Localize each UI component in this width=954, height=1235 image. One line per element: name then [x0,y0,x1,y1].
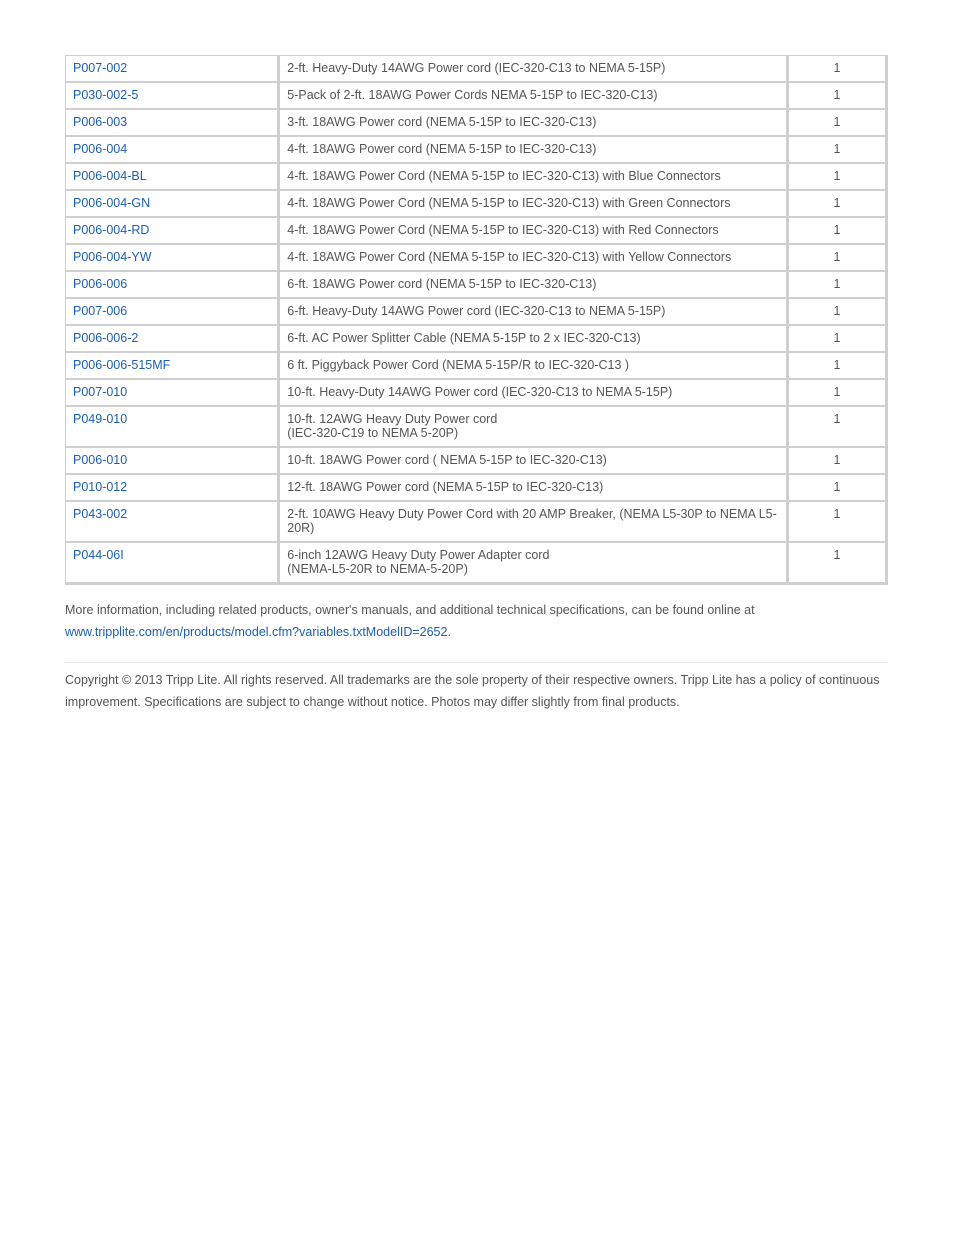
description-cell: 6-inch 12AWG Heavy Duty Power Adapter cord (NEMA-L5-20R to NEMA-5-20P) [279,542,788,584]
description-cell: 4-ft. 18AWG Power Cord (NEMA 5-15P to IEC-320-C13) with Red Connectors [279,217,788,244]
sku-cell [66,136,279,163]
sku-link[interactable]: P030-002-5 [73,88,139,102]
sku-link[interactable]: P006-004-RD [73,223,150,237]
table-row [66,136,887,163]
sku-link[interactable]: P006-006-515MF [73,358,171,372]
table-row [66,542,887,584]
description-cell: 10-ft. Heavy-Duty 14AWG Power cord (IEC-320-C13 to NEMA 5-15P) [279,379,788,406]
quantity-cell: 1 [787,56,886,83]
quantity-cell: 1 [787,298,886,325]
sku-cell [66,379,279,406]
table-row [66,82,887,109]
description-cell: 6-ft. AC Power Splitter Cable (NEMA 5-15P to 2 x IEC-320-C13) [279,325,788,352]
quantity-cell: 1 [787,217,886,244]
sku-cell [66,56,279,83]
sku-link[interactable]: P006-006-2 [73,331,139,345]
sku-link[interactable]: P006-004-YW [73,250,152,264]
description-cell: 4-ft. 18AWG Power Cord (NEMA 5-15P to IEC-320-C13) with Yellow Connectors [279,244,788,271]
sku-link[interactable]: P043-002 [73,507,128,521]
divider [65,662,888,663]
description-cell: 6 ft. Piggyback Power Cord (NEMA 5-15P/R to IEC-320-C13 ) [279,352,788,379]
quantity-cell: 1 [787,244,886,271]
quantity-cell: 1 [787,379,886,406]
description-cell: 6-ft. Heavy-Duty 14AWG Power cord (IEC-320-C13 to NEMA 5-15P) [279,298,788,325]
description-cell: 2-ft. 10AWG Heavy Duty Power Cord with 20 AMP Breaker, (NEMA L5-30P to NEMA L5-20R) [279,501,788,542]
quantity-cell: 1 [787,474,886,501]
sku-link[interactable]: P006-004-BL [73,169,147,183]
sku-link[interactable]: P044-06I [73,548,124,562]
quantity-cell: 1 [787,190,886,217]
quantity-cell: 1 [787,163,886,190]
sku-cell [66,325,279,352]
sku-link[interactable]: P007-002 [73,61,128,75]
quantity-cell: 1 [787,325,886,352]
more-info-paragraph [65,599,888,643]
sku-cell [66,501,279,542]
quantity-cell: 1 [787,82,886,109]
description-cell: 5-Pack of 2-ft. 18AWG Power Cords NEMA 5-15P to IEC-320-C13) [279,82,788,109]
sku-cell [66,217,279,244]
description-cell: 4-ft. 18AWG Power Cord (NEMA 5-15P to IEC-320-C13) with Blue Connectors [279,163,788,190]
sku-link[interactable]: P006-004-GN [73,196,151,210]
sku-cell [66,82,279,109]
table-row [66,501,887,542]
table-row [66,163,887,190]
table-row [66,217,887,244]
description-cell: 4-ft. 18AWG Power Cord (NEMA 5-15P to IEC-320-C13) with Green Connectors [279,190,788,217]
document-content [65,55,888,713]
description-cell: 12-ft. 18AWG Power cord (NEMA 5-15P to IEC-320-C13) [279,474,788,501]
sku-link[interactable]: P010-012 [73,480,128,494]
description-cell: 4-ft. 18AWG Power cord (NEMA 5-15P to IEC-320-C13) [279,136,788,163]
quantity-cell: 1 [787,406,886,447]
sku-link[interactable]: P049-010 [73,412,128,426]
more-info-period: . [447,625,451,639]
table-row [66,325,887,352]
quantity-cell: 1 [787,447,886,474]
sku-link[interactable]: P006-004 [73,142,128,156]
quantity-cell: 1 [787,542,886,584]
sku-link[interactable]: P006-003 [73,115,128,129]
description-cell: 10-ft. 18AWG Power cord ( NEMA 5-15P to IEC-320-C13) [279,447,788,474]
quantity-cell: 1 [787,271,886,298]
table-row [66,271,887,298]
table-row [66,352,887,379]
table-row [66,298,887,325]
sku-cell [66,163,279,190]
quantity-cell: 1 [787,352,886,379]
more-info-text: More information, including related products, owner's manuals, and additional technical specifications, can be found online at [65,603,755,617]
table-row [66,447,887,474]
description-cell: 6-ft. 18AWG Power cord (NEMA 5-15P to IEC-320-C13) [279,271,788,298]
description-cell: 2-ft. Heavy-Duty 14AWG Power cord (IEC-320-C13 to NEMA 5-15P) [279,56,788,83]
table-row [66,56,887,83]
quantity-cell: 1 [787,136,886,163]
sku-link[interactable]: P007-006 [73,304,128,318]
sku-cell [66,190,279,217]
sku-cell [66,474,279,501]
quantity-cell: 1 [787,109,886,136]
sku-cell [66,109,279,136]
table-row [66,109,887,136]
sku-cell [66,298,279,325]
table-row [66,190,887,217]
copyright-notice: Copyright © 2013 Tripp Lite. All rights reserved. All trademarks are the sole property of their respective owners. Tripp Lite has a policy of continuous improvement. Specifications are subject to change without notice. Photos may differ slightly from final products. [65,673,880,709]
product-page-link[interactable]: www.tripplite.com/en/products/model.cfm?variables.txtModelID=2652 [65,625,448,639]
sku-cell [66,406,279,447]
table-row [66,406,887,447]
sku-cell [66,271,279,298]
sku-link[interactable]: P007-010 [73,385,128,399]
table-row [66,474,887,501]
sku-link[interactable]: P006-010 [73,453,128,467]
description-cell: 10-ft. 12AWG Heavy Duty Power cord (IEC-320-C19 to NEMA 5-20P) [279,406,788,447]
table-row [66,244,887,271]
sku-link[interactable]: P006-006 [73,277,128,291]
sku-cell [66,542,279,584]
products-table [65,55,888,585]
sku-cell [66,447,279,474]
table-row [66,379,887,406]
products-table-body [66,56,887,584]
sku-cell [66,352,279,379]
description-cell: 3-ft. 18AWG Power cord (NEMA 5-15P to IEC-320-C13) [279,109,788,136]
sku-cell [66,244,279,271]
quantity-cell: 1 [787,501,886,542]
